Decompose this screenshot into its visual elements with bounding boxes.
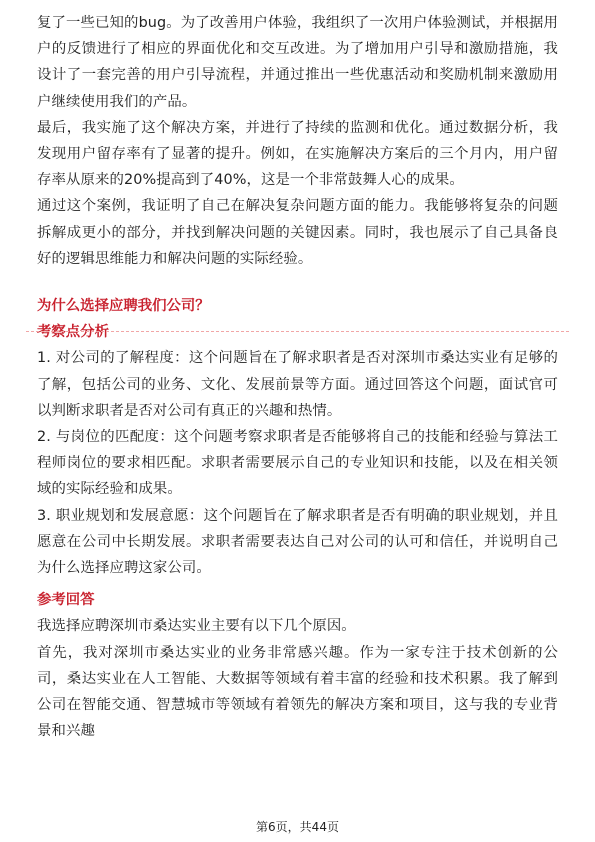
intro-paragraph-3: 通过这个案例，我证明了自己在解决复杂问题方面的能力。我能够将复杂的问题拆解成更小的部分，并找到解决问题的关键因素。同时，我也展示了自己具备良好的逻辑思维能力和解决问题的实际经验。 [37,198,558,267]
question-title: 为什么选择应聘我们公司？ [37,298,210,315]
analysis-point-2: 2. 与岗位的匹配度：这个问题考察求职者是否能够将自己的技能和经验与算法工程师岗位的要求相匹配。求职者需要展示自己的专业知识和技能，以及在相关领域的实际经验和成果。 [37,429,558,498]
answer-heading: 参考回答 [37,592,95,609]
answer-paragraph-1: 我选择应聘深圳市桑达实业主要有以下几个原因。 [37,618,356,635]
intro-paragraph-1: 复了一些已知的bug。为了改善用户体验，我组织了一次用户体验测试，并根据用户的反馈进行了相应的界面优化和交互改进。为了增加用户引导和激励措施，我设计了一套完善的用户引导流程，并通过推出一些优惠活动和奖励机制来激励用户继续使用我们的产品。 [37,15,558,110]
page-content [37,10,558,744]
intro-paragraph-2: 最后，我实施了这个解决方案，并进行了持续的监测和优化。通过数据分析，我发现用户留存率有了显著的提升。例如，在实施解决方案后的三个月内，用户留存率从原来的20%提高到了40%，这是一个非常鼓舞人心的成果。 [37,119,558,189]
analysis-point-1: 1. 对公司的了解程度：这个问题旨在了解求职者是否对深圳市桑达实业有足够的了解，包括公司的业务、文化、发展前景等方面。通过回答这个问题，面试官可以判断求职者是否对公司有真正的兴趣和热情。 [37,350,558,419]
analysis-heading: 考察点分析 [37,324,109,341]
section-divider [26,331,569,332]
page-footer: 第6页，共44页 [256,820,339,834]
answer-paragraph-2: 首先，我对深圳市桑达实业的业务非常感兴趣。作为一家专注于技术创新的公司，桑达实业在人工智能、大数据等领域有着丰富的经验和技术积累。我了解到公司在智能交通、智慧城市等领域有着领先的解决方案和项目，这与我的专业背景和兴趣 [37,644,558,740]
analysis-point-3: 3. 职业规划和发展意愿：这个问题旨在了解求职者是否有明确的职业规划，并且愿意在公司中长期发展。求职者需要表达自己对公司的认可和信任，并说明自己为什么选择应聘这家公司。 [37,507,558,577]
